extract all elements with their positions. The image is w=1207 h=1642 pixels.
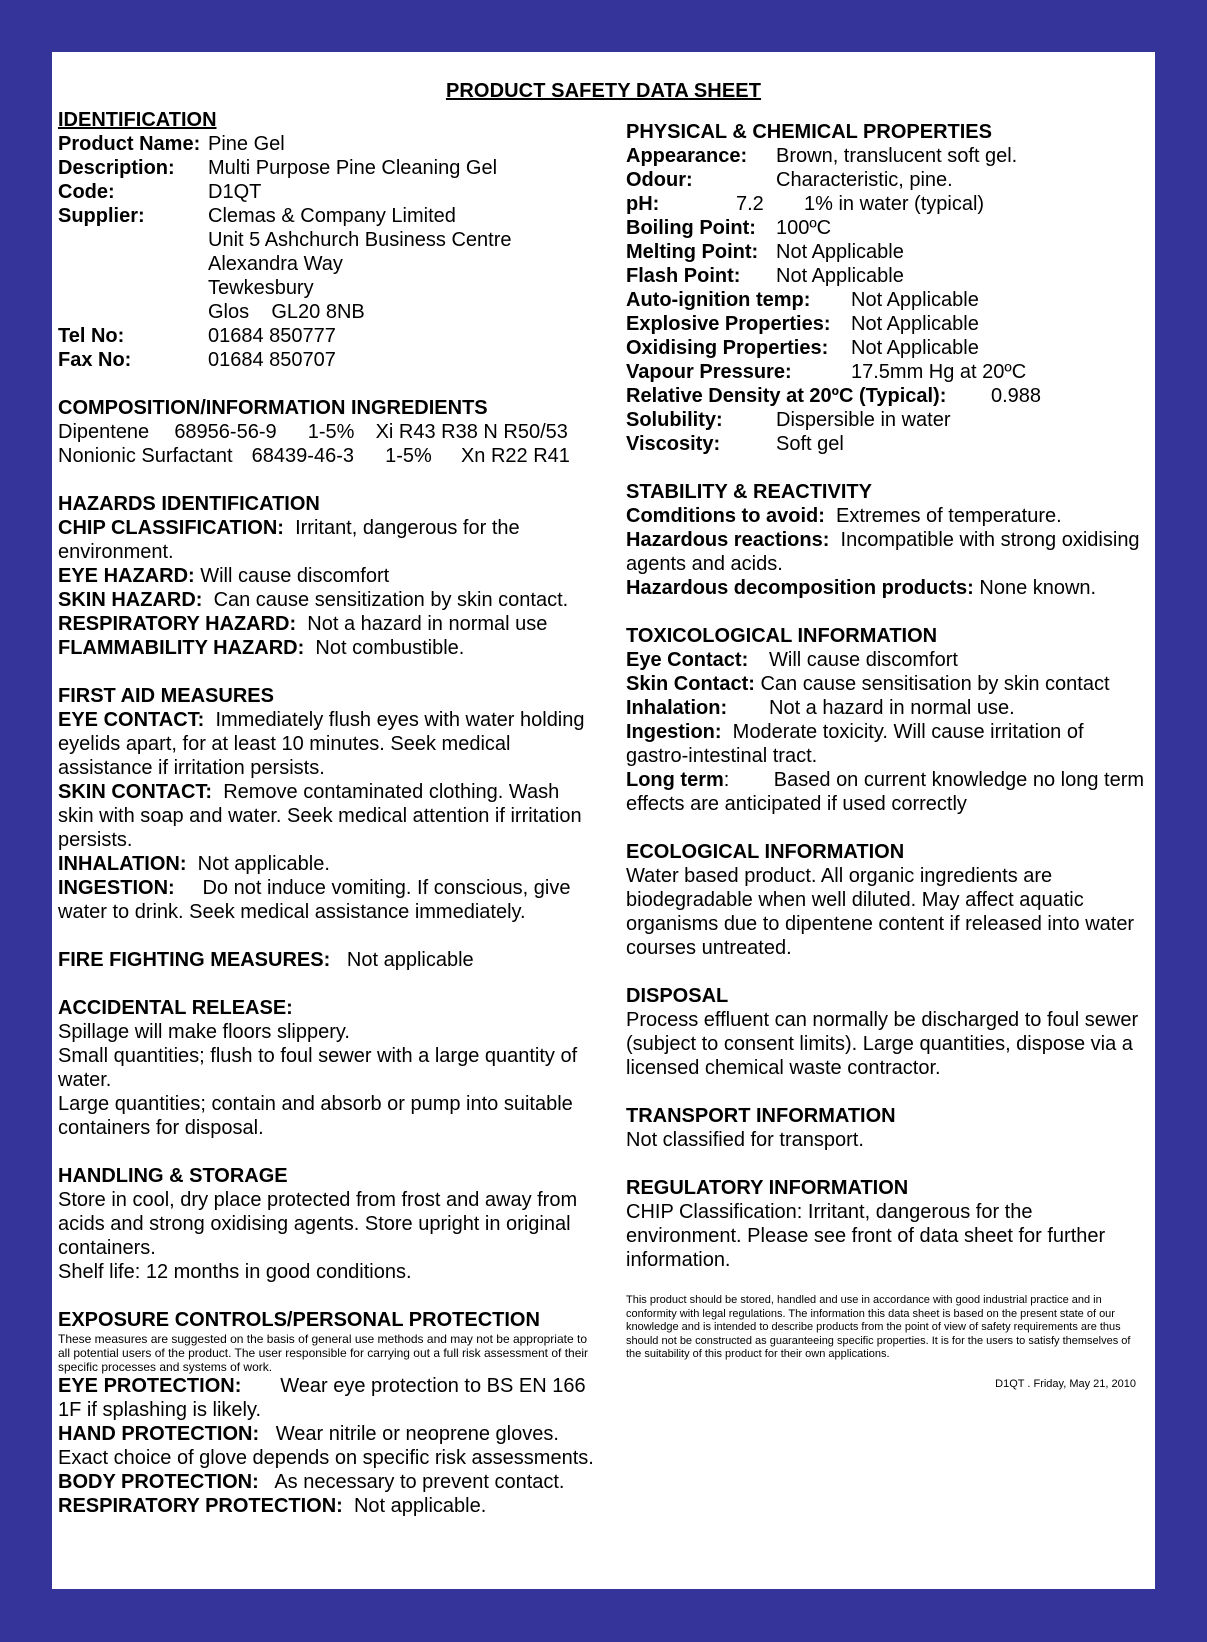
composition-heading: COMPOSITION/INFORMATION INGREDIENTS bbox=[58, 397, 488, 419]
disclaimer: This product should be stored, handled and use in accordance with good industrial practice and in conformity with legal regulations. The information this data sheet is based on the present state of our knowledge and is intended to describe products from the point of view of safety requirements are thus should not be constructed as guaranteeing specific properties. It is for the users to satisfy themselves of the suitability of this product for their own applications. bbox=[626, 1294, 1131, 1360]
tox-ingestion-label: Ingestion: bbox=[626, 721, 722, 743]
ingredient-pct: 1-5% bbox=[307, 421, 355, 443]
viscosity-value: Soft gel bbox=[776, 433, 844, 455]
exposure-heading: EXPOSURE CONTROLS/PERSONAL PROTECTION bbox=[58, 1309, 540, 1331]
regulatory-heading: REGULATORY INFORMATION bbox=[626, 1177, 909, 1199]
skin-contact-label: SKIN CONTACT: bbox=[58, 781, 213, 803]
auto-ignition-value: Not Applicable bbox=[851, 289, 979, 311]
ph-label: pH: bbox=[626, 193, 660, 215]
explosive-label: Explosive Properties: bbox=[626, 313, 831, 335]
physical-heading: PHYSICAL & CHEMICAL PROPERTIES bbox=[626, 121, 992, 143]
regulatory-section bbox=[626, 1176, 1146, 1272]
odour-value: Characteristic, pine. bbox=[776, 169, 953, 191]
fire-fighting-value: Not applicable bbox=[346, 949, 474, 971]
respiratory-hazard-value: Not a hazard in normal use bbox=[307, 613, 548, 635]
footer-date: D1QT . Friday, May 21, 2010 bbox=[995, 1377, 1136, 1390]
respiratory-protection-label: RESPIRATORY PROTECTION: bbox=[58, 1495, 343, 1517]
disposal-text: Process effluent can normally be discharged to foul sewer (subject to consent limits). Large quantities, dispose via a licensed chemical waste contractor. bbox=[626, 1009, 1139, 1079]
respiratory-hazard-label: RESPIRATORY HAZARD: bbox=[58, 613, 297, 635]
melting-point-label: Melting Point: bbox=[626, 241, 759, 263]
boiling-point-label: Boiling Point: bbox=[626, 217, 756, 239]
decomposition-label: Hazardous decomposition products: bbox=[626, 577, 974, 599]
vapour-pressure-label: Vapour Pressure: bbox=[626, 361, 792, 383]
eye-contact-label: EYE CONTACT: bbox=[58, 709, 205, 731]
accidental-release-heading: ACCIDENTAL RELEASE: bbox=[58, 997, 293, 1019]
solubility-label: Solubility: bbox=[626, 409, 723, 431]
description-value: Multi Purpose Pine Cleaning Gel bbox=[208, 157, 498, 179]
toxicological-heading: TOXICOLOGICAL INFORMATION bbox=[626, 625, 938, 647]
tox-skin-value: Can cause sensitisation by skin contact bbox=[760, 673, 1110, 695]
fire-fighting-section bbox=[58, 948, 598, 972]
handling-heading: HANDLING & STORAGE bbox=[58, 1165, 288, 1187]
tox-ingestion-value: Moderate toxicity. Will cause irritation of gastro-intestinal tract. bbox=[626, 721, 1084, 767]
ingredient-row bbox=[58, 420, 598, 444]
explosive-value: Not Applicable bbox=[851, 313, 979, 335]
vapour-pressure-value: 17.5mm Hg at 20ºC bbox=[851, 361, 1027, 383]
eye-hazard-label: EYE HAZARD: bbox=[58, 565, 195, 587]
supplier-line: Alexandra Way bbox=[208, 253, 343, 275]
ingredient-name: Dipentene bbox=[58, 421, 150, 443]
supplier-label: Supplier: bbox=[58, 205, 145, 227]
stability-section bbox=[626, 480, 1146, 600]
supplier-line: Clemas & Company Limited bbox=[208, 205, 456, 227]
stability-heading: STABILITY & REACTIVITY bbox=[626, 481, 872, 503]
oxidising-value: Not Applicable bbox=[851, 337, 979, 359]
product-name-label: Product Name: bbox=[58, 133, 201, 155]
chip-label: CHIP CLASSIFICATION: bbox=[58, 517, 284, 539]
ecological-heading: ECOLOGICAL INFORMATION bbox=[626, 841, 905, 863]
transport-heading: TRANSPORT INFORMATION bbox=[626, 1105, 896, 1127]
physical-section bbox=[626, 120, 1146, 456]
ingredient-name: Nonionic Surfactant bbox=[58, 445, 233, 467]
appearance-value: Brown, translucent soft gel. bbox=[776, 145, 1018, 167]
transport-text: Not classified for transport. bbox=[626, 1129, 864, 1151]
relative-density-label: Relative Density at 20ºC (Typical): bbox=[626, 385, 947, 407]
tox-skin-label: Skin Contact: bbox=[626, 673, 755, 695]
auto-ignition-label: Auto-ignition temp: bbox=[626, 289, 811, 311]
shelf-life: Shelf life: 12 months in good conditions. bbox=[58, 1261, 412, 1283]
code-value: D1QT bbox=[208, 181, 262, 203]
flammability-hazard-value: Not combustible. bbox=[315, 637, 465, 659]
transport-section bbox=[626, 1104, 1146, 1152]
skin-hazard-label: SKIN HAZARD: bbox=[58, 589, 203, 611]
identification-section bbox=[58, 108, 598, 372]
data-sheet-page bbox=[52, 52, 1155, 1589]
decomposition-value: None known. bbox=[979, 577, 1097, 599]
conditions-value: Extremes of temperature. bbox=[836, 505, 1062, 527]
toxicological-section: TOXICOLOGICAL INFORMATION Eye Contact: Will cause discomfort Skin Contact: Can cause sensitisation by skin contact Inhalation: Not a hazard in normal use. Ingestion: Moderate toxicity. Will cause irritation of gastro-intestinal tract. Long term: Based on current knowledge no long term effects are anticipated if used correctly bbox=[626, 625, 1145, 815]
page-title: PRODUCT SAFETY DATA SHEET bbox=[445, 80, 762, 102]
hazardous-reactions-label: Hazardous reactions: bbox=[626, 529, 830, 551]
accidental-line: Large quantities; contain and absorb or pump into suitable containers for disposal. bbox=[58, 1093, 573, 1139]
right-column bbox=[626, 120, 1146, 1396]
inhalation-label: INHALATION: bbox=[58, 853, 187, 875]
handling-storage-section bbox=[58, 1164, 598, 1284]
supplier-line: Tewkesbury bbox=[208, 277, 314, 299]
ingestion-value: Do not induce vomiting. If conscious, give water to drink. Seek medical assistance immediately. bbox=[58, 877, 571, 923]
fire-fighting-heading: FIRE FIGHTING MEASURES: bbox=[58, 949, 331, 971]
relative-density-value: 0.988 bbox=[991, 385, 1042, 407]
hazards-section bbox=[58, 492, 598, 660]
ingredient-row bbox=[58, 444, 598, 468]
first-aid-section bbox=[58, 684, 598, 924]
ingredient-class: Xn R22 R41 bbox=[460, 445, 570, 467]
description-label: Description: bbox=[58, 157, 175, 179]
regulatory-text: CHIP Classification: Irritant, dangerous for the environment. Please see front of data sheet for further information. bbox=[626, 1201, 1106, 1271]
fax-value: 01684 850707 bbox=[208, 349, 336, 371]
eye-protection-label: EYE PROTECTION: bbox=[58, 1375, 242, 1397]
tel-label: Tel No: bbox=[58, 325, 125, 347]
eye-contact-value: Immediately flush eyes with water holding eyelids apart, for at least 10 minutes. Seek medical assistance if irritation persists. bbox=[58, 709, 585, 779]
conditions-label: Comditions to avoid: bbox=[626, 505, 825, 527]
exposure-note: These measures are suggested on the basis of general use methods and may not be appropriate to all potential users of the product. The user responsible for carrying out a full risk assessment of their specific processes and systems of work. bbox=[58, 1332, 589, 1374]
hand-protection-value: Wear nitrile or neoprene gloves. Exact choice of glove depends on specific risk assessments. bbox=[58, 1423, 594, 1469]
ecological-text: Water based product. All organic ingredients are biodegradable when well diluted. May affect aquatic organisms due to dipentene content if released into water courses untreated. bbox=[626, 865, 1135, 959]
appearance-label: Appearance: bbox=[626, 145, 748, 167]
solubility-value: Dispersible in water bbox=[776, 409, 951, 431]
supplier-line: Glos GL20 8NB bbox=[208, 301, 365, 323]
first-aid-heading: FIRST AID MEASURES bbox=[58, 685, 274, 707]
exposure-section bbox=[58, 1308, 598, 1518]
body-protection-value: As necessary to prevent contact. bbox=[274, 1471, 565, 1493]
hazards-heading: HAZARDS IDENTIFICATION bbox=[58, 493, 320, 515]
viscosity-label: Viscosity: bbox=[626, 433, 721, 455]
hand-protection-label: HAND PROTECTION: bbox=[58, 1423, 260, 1445]
accidental-line: Small quantities; flush to foul sewer with a large quantity of water. bbox=[58, 1045, 578, 1091]
eye-hazard-value: Will cause discomfort bbox=[200, 565, 390, 587]
tel-value: 01684 850777 bbox=[208, 325, 336, 347]
ingredient-pct: 1-5% bbox=[385, 445, 432, 467]
odour-label: Odour: bbox=[626, 169, 693, 191]
ecological-section bbox=[626, 840, 1146, 960]
fax-label: Fax No: bbox=[58, 349, 132, 371]
hazardous-reactions-value: Incompatible with strong oxidising agents and acids. bbox=[626, 529, 1140, 575]
skin-hazard-value: Can cause sensitization by skin contact. bbox=[213, 589, 569, 611]
inhalation-value: Not applicable. bbox=[197, 853, 330, 875]
eye-protection-value: Wear eye protection to BS EN 166 1F if splashing is likely. bbox=[58, 1375, 586, 1421]
tox-eye-label: Eye Contact: bbox=[626, 649, 749, 671]
tox-inhalation-value: Not a hazard in normal use. bbox=[769, 697, 1015, 719]
ph-note: 1% in water (typical) bbox=[804, 193, 985, 215]
ingestion-label: INGESTION: bbox=[58, 877, 175, 899]
ingredient-class: Xi R43 R38 N R50/53 bbox=[375, 421, 568, 443]
body-protection-label: BODY PROTECTION: bbox=[58, 1471, 259, 1493]
flash-point-label: Flash Point: bbox=[626, 265, 741, 287]
disposal-heading: DISPOSAL bbox=[626, 985, 729, 1007]
disposal-section bbox=[626, 984, 1146, 1080]
supplier-line: Unit 5 Ashchurch Business Centre bbox=[208, 229, 512, 251]
oxidising-label: Oxidising Properties: bbox=[626, 337, 829, 359]
tox-long-term-label: Long term bbox=[626, 769, 724, 791]
ingredient-cas: 68956-56-9 bbox=[174, 421, 277, 443]
chip-value: Irritant, dangerous for the environment. bbox=[58, 517, 520, 563]
accidental-release-section bbox=[58, 996, 598, 1140]
product-name-value: Pine Gel bbox=[208, 133, 285, 155]
code-label: Code: bbox=[58, 181, 115, 203]
composition-section bbox=[58, 396, 598, 468]
boiling-point-value: 100ºC bbox=[776, 217, 832, 239]
ingredient-cas: 68439-46-3 bbox=[251, 445, 354, 467]
respiratory-protection-value: Not applicable. bbox=[353, 1495, 487, 1517]
ph-value: 7.2 bbox=[736, 193, 764, 215]
left-column bbox=[58, 108, 598, 1518]
skin-contact-value: Remove contaminated clothing. Wash skin with soap and water. Seek medical attention if irritation persists. bbox=[58, 781, 582, 851]
tox-eye-value: Will cause discomfort bbox=[769, 649, 958, 671]
tox-inhalation-label: Inhalation: bbox=[626, 697, 728, 719]
melting-point-value: Not Applicable bbox=[776, 241, 904, 263]
tox-long-term-value: Based on current knowledge no long term effects are anticipated if used correctly bbox=[626, 769, 1145, 815]
identification-heading: IDENTIFICATION bbox=[58, 109, 217, 131]
flash-point-value: Not Applicable bbox=[776, 265, 904, 287]
accidental-line: Spillage will make floors slippery. bbox=[58, 1021, 350, 1043]
flammability-hazard-label: FLAMMABILITY HAZARD: bbox=[58, 637, 305, 659]
handling-text: Store in cool, dry place protected from frost and away from acids and strong oxidising agents. Store upright in original containers. bbox=[58, 1189, 578, 1259]
